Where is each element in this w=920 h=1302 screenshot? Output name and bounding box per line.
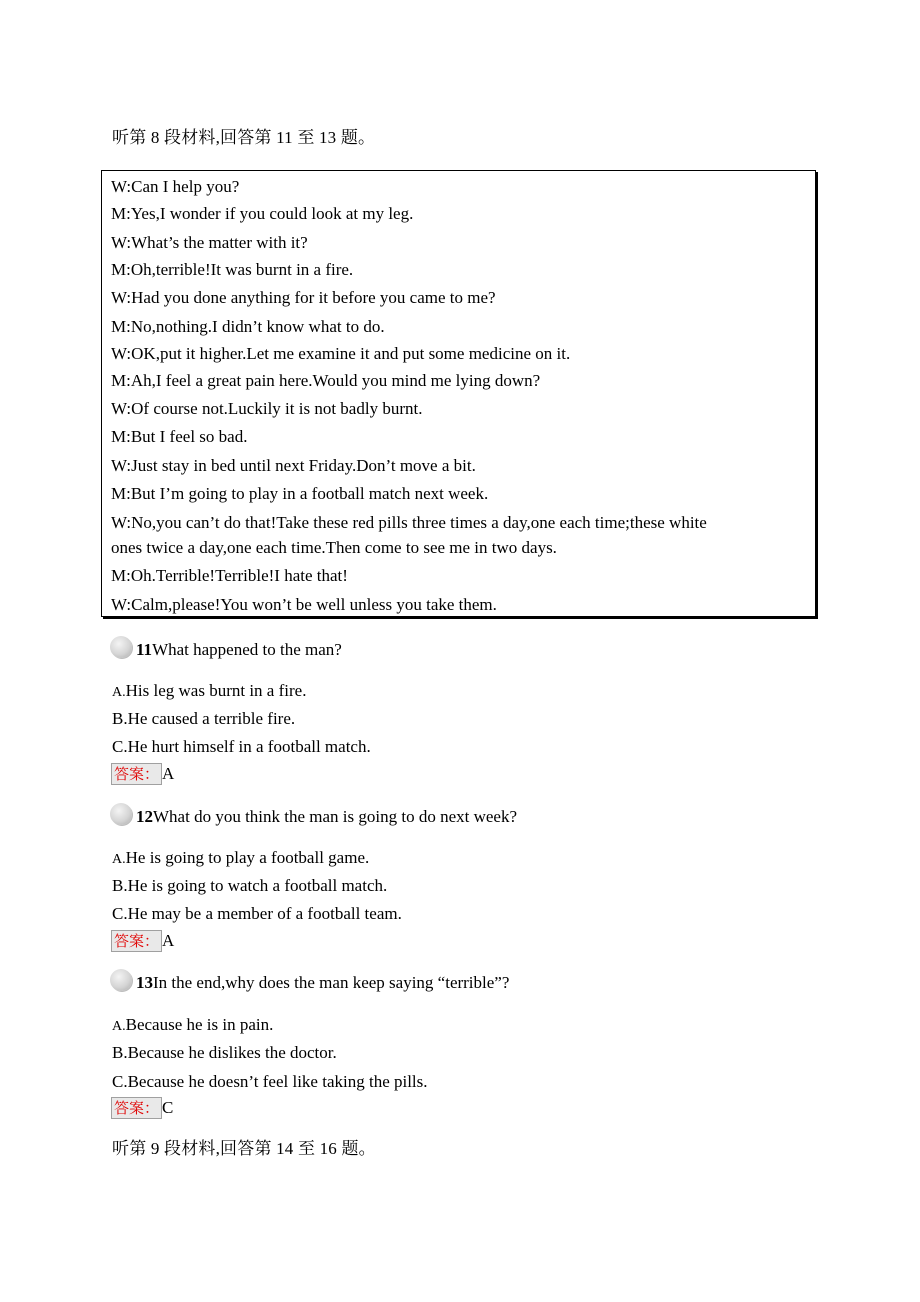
option-c: C.Because he doesn’t feel like taking the pills. — [112, 1072, 428, 1091]
dialogue-line: M:No,nothing.I didn’t know what to do. — [111, 317, 385, 336]
answer-12 — [111, 930, 174, 952]
option-b: B.He caused a terrible fire. — [112, 709, 296, 728]
section-heading: 听第 9 段材料,回答第 14 至 16 题。 — [112, 1139, 376, 1158]
question-bullet-icon — [110, 969, 132, 991]
dialogue-line: M:But I feel so bad. — [111, 427, 248, 446]
question-12 — [110, 807, 517, 827]
option-a: A.He is going to play a football game. — [112, 848, 370, 867]
dialogue-line: W:Just stay in bed until next Friday.Don’t move a bit. — [111, 456, 476, 475]
answer-value: A — [162, 764, 175, 783]
question-number: 11 — [136, 640, 153, 659]
dialogue-line: W:OK,put it higher.Let me examine it and put some medicine on it. — [111, 344, 571, 363]
answer-13 — [111, 1097, 173, 1119]
dialogue-line: M:Oh,terrible!It was burnt in a fire. — [111, 260, 354, 279]
dialogue-line: M:But I’m going to play in a football match next week. — [111, 484, 489, 503]
question-bullet-icon — [110, 636, 132, 658]
option-b: B.He is going to watch a football match. — [112, 876, 388, 895]
answer-value: A — [162, 931, 175, 950]
answer-11 — [111, 763, 174, 785]
section-heading: 听第 8 段材料,回答第 11 至 13 题。 — [112, 128, 376, 147]
dialogue-line: W:No,you can’t do that!Take these red pills three times a day,one each time;these white — [111, 513, 707, 532]
question-text: What do you think the man is going to do next week? — [153, 807, 518, 826]
dialogue-line: W:Had you done anything for it before you came to me? — [111, 288, 496, 307]
dialogue-line: W:Of course not.Luckily it is not badly burnt. — [111, 399, 423, 418]
option-b: B.Because he dislikes the doctor. — [112, 1043, 337, 1062]
answer-value: C — [162, 1098, 174, 1117]
dialogue-line: W:Can I help you? — [111, 177, 240, 196]
answer-label: 答案： — [111, 930, 162, 952]
dialogue-line: M:Oh.Terrible!Terrible!I hate that! — [111, 566, 348, 585]
question-text: What happened to the man? — [152, 640, 342, 659]
option-c: C.He may be a member of a football team. — [112, 904, 402, 923]
option-a: A.His leg was burnt in a fire. — [112, 681, 307, 700]
question-13 — [110, 973, 509, 993]
question-11 — [110, 640, 342, 660]
dialogue-line: M:Ah,I feel a great pain here.Would you mind me lying down? — [111, 371, 541, 390]
answer-label: 答案： — [111, 763, 162, 785]
dialogue-line: M:Yes,I wonder if you could look at my leg. — [111, 204, 414, 223]
answer-label: 答案： — [111, 1097, 162, 1119]
question-number: 12 — [136, 807, 153, 826]
option-c: C.He hurt himself in a football match. — [112, 737, 371, 756]
dialogue-line: W:What’s the matter with it? — [111, 233, 308, 252]
question-bullet-icon — [110, 803, 132, 825]
dialogue-line: W:Calm,please!You won’t be well unless you take them. — [111, 595, 497, 614]
question-text: In the end,why does the man keep saying “terrible”? — [153, 973, 510, 992]
option-a: A.Because he is in pain. — [112, 1015, 274, 1034]
question-number: 13 — [136, 973, 153, 992]
dialogue-transcript-box — [101, 170, 816, 617]
dialogue-line: ones twice a day,one each time.Then come to see me in two days. — [111, 538, 557, 557]
